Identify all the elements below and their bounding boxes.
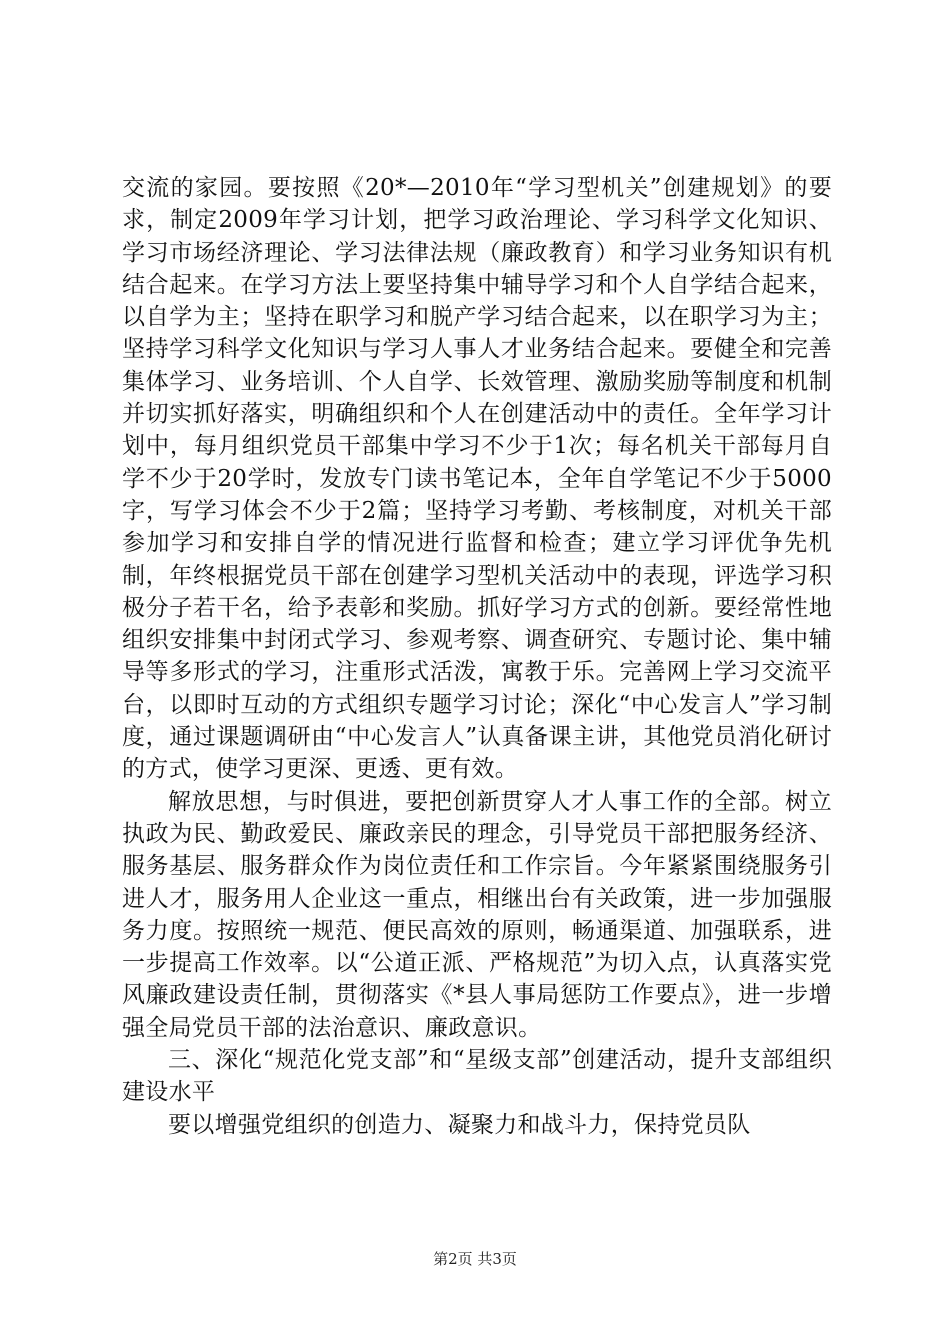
paragraph-innovation: 解放思想，与时俱进，要把创新贯穿人才人事工作的全部。树立执政为民、勤政爱民、廉政亲民的理念，引导党员干部把服务经济、服务基层、服务群众作为岗位责任和工作宗旨。今年紧紧围绕服务引进人才，服务用人企业这一重点，相继出台有关政策，进一步加强服务力度。按照统一规范、便民高效的原则，畅通渠道、加强联系，进一步提高工作效率。以“公道正派、严格规范”为切入点，认真落实党风廉政建设责任制，贯彻落实《*县人事局惩防工作要点》，进一步增强全局党员干部的法治意识、廉政意识。 bbox=[122, 788, 832, 1041]
document-body bbox=[122, 172, 832, 1141]
page-footer: 第2页 共3页 bbox=[433, 1250, 517, 1268]
paragraph-study-plan: 交流的家园。要按照《20*—2010年“学习型机关”创建规划》的要求，制定2009年学习计划，把学习政治理论、学习科学文化知识、学习市场经济理论、学习法律法规（廉政教育）和学习业务知识有机结合起来。在学习方法上要坚持集中辅导学习和个人自学结合起来，以自学为主；坚持在职学习和脱产学习结合起来，以在职学习为主；坚持学习科学文化知识与学习人事人才业务结合起来。要健全和完善集体学习、业务培训、个人自学、长效管理、激励奖励等制度和机制并切实抓好落实，明确组织和个人在创建活动中的责任。全年学习计划中，每月组织党员干部集中学习不少于1次；每名机关干部每月自学不少于20学时，发放专门读书笔记本，全年自学笔记不少于5000字，写学习体会不少于2篇；坚持学习考勤、考核制度，对机关干部参加学习和安排自学的情况进行监督和检查；建立学习评优争先机制，年终根据党员干部在创建学习型机关活动中的表现，评选学习积极分子若干名，给予表彰和奖励。抓好学习方式的创新。要经常性地组织安排集中封闭式学习、参观考察、调查研究、专题讨论、集中辅导等多形式的学习，注重形式活泼，寓教于乐。完善网上学习交流平台，以即时互动的方式组织专题学习讨论；深化“中心发言人”学习制度，通过课题调研由“中心发言人”认真备课主讲，其他党员消化研讨的方式，使学习更深、更透、更有效。 bbox=[122, 175, 832, 783]
section-heading-three: 三、深化“规范化党支部”和“星级支部”创建活动，提升支部组织建设水平 bbox=[122, 1047, 832, 1106]
paragraph-party-organization: 要以增强党组织的创造力、凝聚力和战斗力，保持党员队 bbox=[168, 1111, 751, 1138]
